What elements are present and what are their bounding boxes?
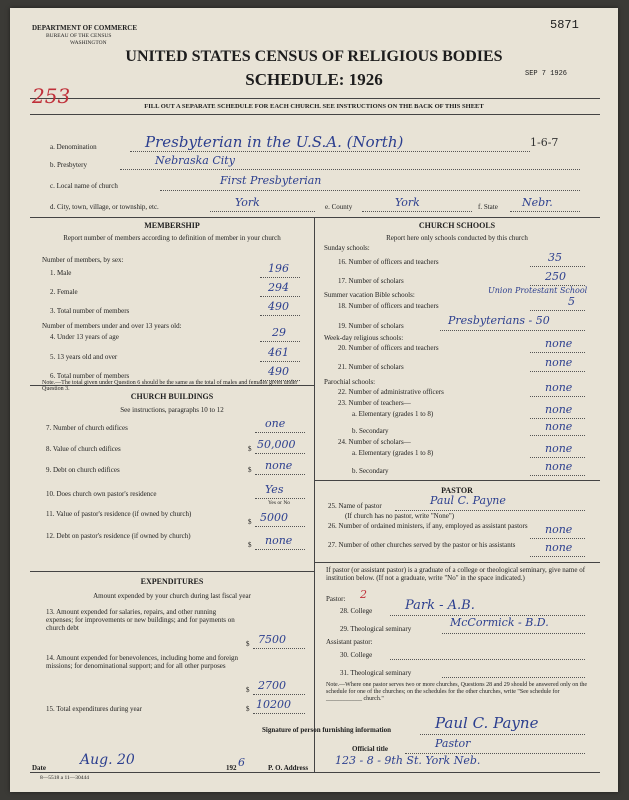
q16-label: 16. Number of officers and teachers [338,258,439,266]
pastor-title: PASTOR [441,486,473,495]
q2-label: 2. Female [50,288,78,296]
city-name: WASHINGTON [70,40,107,46]
q6-value: 490 [268,365,289,378]
form-instruction: FILL OUT A SEPARATE SCHEDULE FOR EACH CHURCH. SEE INSTRUCTIONS ON THE BACK OF THIS SHEET [144,103,484,110]
signature-value: Paul C. Payne [435,714,539,732]
q19-value: Presbyterians - 50 [448,314,550,327]
presbytery-value: Nebraska City [155,154,235,167]
form-number: 8—5518 a 11—30444 [40,775,89,781]
q18-label: 18. Number of officers and teachers [338,302,439,310]
city-label: d. City, town, village, or township, etc. [50,203,159,211]
address-value: 123 - 8 - 9th St. York Neb. [335,754,481,767]
q26-value: none [545,523,573,536]
stamp-number: 5871 [550,18,579,32]
denomination-code: 1-6-7 [530,136,559,149]
q24a-label: a. Elementary (grades 1 to 8) [352,449,434,457]
q15-label: 15. Total expenditures during year [46,705,142,713]
q6-label: 6. Total number of members [50,372,130,380]
expend-title: EXPENDITURES [140,577,204,586]
q24a-value: none [545,442,573,455]
q22-value: none [545,381,573,394]
q9-value: none [265,459,293,472]
denomination-value: Presbyterian in the U.S.A. (North) [145,133,404,151]
q22-label: 22. Number of administrative officers [338,388,444,396]
weekday-label: Week-day religious schools: [324,334,404,342]
q7-label: 7. Number of church edifices [46,424,128,432]
q7-value: one [265,417,286,430]
bureau-name: BUREAU OF THE CENSUS [46,33,112,39]
q4-value: 29 [272,326,286,339]
county-label: e. County [325,203,353,211]
q23a-value: none [545,403,573,416]
q21-value: none [545,356,573,369]
q5-label: 5. 13 years old and over [50,353,118,361]
schools-title: CHURCH SCHOOLS [418,221,496,230]
q2-value: 294 [268,281,289,294]
official-title-label: Official title [352,745,388,753]
q8-value: 50,000 [257,438,296,451]
q29-label: 29. Theological seminary [340,625,412,633]
q1-value: 196 [268,262,289,275]
q12-value: none [265,534,293,547]
q31-label: 31. Theological seminary [340,669,412,677]
q15-value: 10200 [256,698,291,711]
sex-label: Number of members, by sex: [42,256,124,264]
summer-note: Union Protestant School [488,286,588,295]
q10-label: 10. Does church own pastor's residence [46,490,157,498]
yes-no-label: Yes or No [268,500,291,506]
pastor-sub-label: Pastor: [326,595,346,603]
form-title: UNITED STATES CENSUS OF RELIGIOUS BODIES [125,48,503,65]
q28-label: 28. College [340,607,373,615]
q25-label: 25. Name of pastor [328,502,382,510]
q30-label: 30. College [340,651,373,659]
q24b-label: b. Secondary [352,467,389,475]
church-name-value: First Presbyterian [220,174,322,187]
q27-value: none [545,541,573,554]
year-label: 192 [226,764,237,772]
q28-value: Park - A.B. [405,598,475,613]
q9-label: 9. Debt on church edifices [46,466,120,474]
q5-value: 461 [268,346,289,359]
parochial-label: Parochial schools: [324,378,376,386]
q13-label: 13. Amount expended for salaries, repairs, and other running expenses; for improvements or new buildings; and for payments on church debt [46,608,235,632]
presbytery-label: b. Presbytery [50,161,87,169]
q25-value: Paul C. Payne [430,494,506,507]
church-name-label: c. Local name of church [50,182,118,190]
grad-instruction: If pastor (or assistant pastor) is a graduate of a college or theological seminary, give name of institution below. (If not a graduate, write "No" in the space indicated.) [326,566,586,582]
q19-label: 19. Number of scholars [338,322,404,330]
buildings-title: CHURCH BUILDINGS [130,392,214,401]
q14-value: 2700 [258,679,286,692]
q12-label: 12. Debt on pastor's residence (if owned by church) [46,532,191,540]
state-label: f. State [478,203,498,211]
state-value: Nebr. [522,196,553,209]
membership-intro: Report number of members according to definition of member in your church [63,234,281,242]
form-subtitle: SCHEDULE: 1926 [245,70,383,89]
q24-label: 24. Number of scholars— [338,438,411,446]
membership-title: MEMBERSHIP [144,221,200,230]
dept-name: DEPARTMENT OF COMMERCE [32,24,138,32]
address-label: P. O. Address [268,764,309,772]
q11-value: 5000 [260,511,288,524]
q20-label: 20. Number of officers and teachers [338,344,439,352]
pastor-red-mark: 2 [360,588,367,601]
q16-value: 35 [548,251,562,264]
schools-intro: Report here only schools conducted by this church [386,234,528,242]
sunday-label: Sunday schools: [324,244,370,252]
city-value: York [235,196,260,209]
pastor-note: Note.—Where one pastor serves two or more churches, Questions 28 and 29 should be answered only on the schedule for one of the churches; on the schedules for the other churches, write "See schedule for ____________ church." [326,682,588,702]
expend-sub: Amount expended by your church during last fiscal year [93,592,251,600]
q17-value: 250 [545,270,566,283]
membership-note: Note.—The total given under Question 6 should be the same as the total of males and females given under Question 3. [42,380,298,392]
stamp-date: SEP 7 1926 [525,70,568,78]
q4-label: 4. Under 13 years of age [50,333,119,341]
summer-label: Summer vacation Bible schools: [324,291,415,299]
q21-label: 21. Number of scholars [338,363,404,371]
q11-label: 11. Value of pastor's residence (if owned by church) [46,510,192,518]
q29-value: McCormick - B.D. [450,616,549,629]
age-label: Number of members under and over 13 years old: [42,322,182,330]
red-number: 253 [32,84,71,108]
q1-label: 1. Male [50,269,72,277]
q23b-label: b. Secondary [352,427,389,435]
q3-value: 490 [268,300,289,313]
county-value: York [395,196,420,209]
q10-value: Yes [265,483,284,496]
q3-label: 3. Total number of members [50,307,130,315]
q24b-value: none [545,460,573,473]
official-title-value: Pastor [435,737,471,750]
date-label: Date [32,764,46,772]
denomination-label: a. Denomination [50,143,97,151]
q20-value: none [545,337,573,350]
q27-label: 27. Number of other churches served by the pastor or his assistants [328,541,516,549]
q25-note: (If church has no pastor, write "None") [345,512,455,520]
signature-label: Signature of person furnishing information [262,726,391,734]
asst-pastor-label: Assistant pastor: [326,638,373,646]
q26-label: 26. Number of ordained ministers, if any, employed as assistant pastors [328,522,528,530]
q23b-value: none [545,420,573,433]
date-value: Aug. 20 [80,752,135,768]
year-value: 6 [238,756,245,769]
q18-value: 5 [568,295,575,308]
q23-label: 23. Number of teachers— [338,399,411,407]
q13-value: 7500 [258,633,286,646]
q17-label: 17. Number of scholars [338,277,404,285]
q8-label: 8. Value of church edifices [46,445,121,453]
buildings-sub: See instructions, paragraphs 10 to 12 [120,406,224,414]
q23a-label: a. Elementary (grades 1 to 8) [352,410,434,418]
census-schedule-page: DEPARTMENT OF COMMERCE BUREAU OF THE CENSUS WASHINGTON UNITED STATES CENSUS OF RELIGIOUS BODIES SCHEDULE: 1926 FILL OUT A SEPARATE SCHEDULE FOR EACH CHURCH. SEE INSTRUCTIONS ON THE BACK OF THIS SHEET 5871 SEP 7 1926 253 a. Denomination Presbyterian in the U.S.A. (North) 1-6-7 b. Presbytery Nebraska City c. Local name of church First Presbyterian d. City, town, village, or township, etc. York e. County York f. State Nebr. MEMBERSHIP Report number of members according to definition of member in your church Number of members, by sex: 1. Male 196 2. Female 294 3. Total number of members 490 Number of members under and over 13 years old: 4. Under 13 years of age 29 5. 13 years old and over 461 6. Total number of members 490 CHURCH BUILDINGS See instructions, paragraphs 10 to 12 7. Number of church edifices one 8. Value of church edifices $ 50,000 9. Debt on church edifices $ none 10. Does church own pastor's residence Yes Yes or No 11. Value of pastor's residence (if owned by church) $ 5000 12. Debt on pastor's residence (if owned by church) $ none EXPENDITURES Amount expended by your church during last fiscal year 13. Amount expended for salaries, repairs, and other running expenses; for improvements or new buildings; and for payments on church debt $ 7500 14. Amount expended for benevolences, including home and foreign missions; for denominational support; and for all other purposes $ 2700 15. Total expenditures during year $ 10200 CHURCH SCHOOLS Report here only schools conducted by this church Sunday schools: 16. Number of officers and teachers 35 17. Number of scholars 250 Summer vacation Bible schools: Union Protestant School 18. Number of officers and teachers 5 19. Number of scholars Presbyterians - 50 Week-day religious schools: 20. Number of officers and teachers none 21. Number of scholars none Parochial schools: 22. Number of administrative officers none 23. Number of teachers— a. Elementary (grades 1 to 8) none b. Secondary none 24. Number of scholars— a. Elementary (grades 1 to 8) none b. Secondary none PASTOR 25. Name of pastor Paul C. Payne (If church has no pastor, write "None") 26. Number of ordained ministers, if any, employed as assistant pastors none 27. Number of other churches served by the pastor or his assistants none If pastor (or assistant pastor) is a graduate of a college or theological seminary, give name of institution below. (If not a graduate, write "No" in the space indicated.) Pastor: 2 28. College Park - A.B. 29. Theological seminary McCormick - B.D. Assistant pastor: 30. College 31. Theological seminary Note.—Where one pastor serves two or more churches, Questions 28 and 29 should be answered only on the schedule for one of the churches; on the schedules for the other churches, write "See schedule for ____________ church." Signature of person furnishing information Paul C. Payne Official title Pastor Date Aug. 20 192 6 P. O. Address 123 - 8 - 9th St. York Neb. 8—5518 a 11—30444 Note.—The total given under Question 6 should be the same as the total of males and females given under Question 3. [10,8,618,792]
q14-label: 14. Amount expended for benevolences, including home and foreign missions; for denominational support; and for all other purposes [46,654,239,670]
